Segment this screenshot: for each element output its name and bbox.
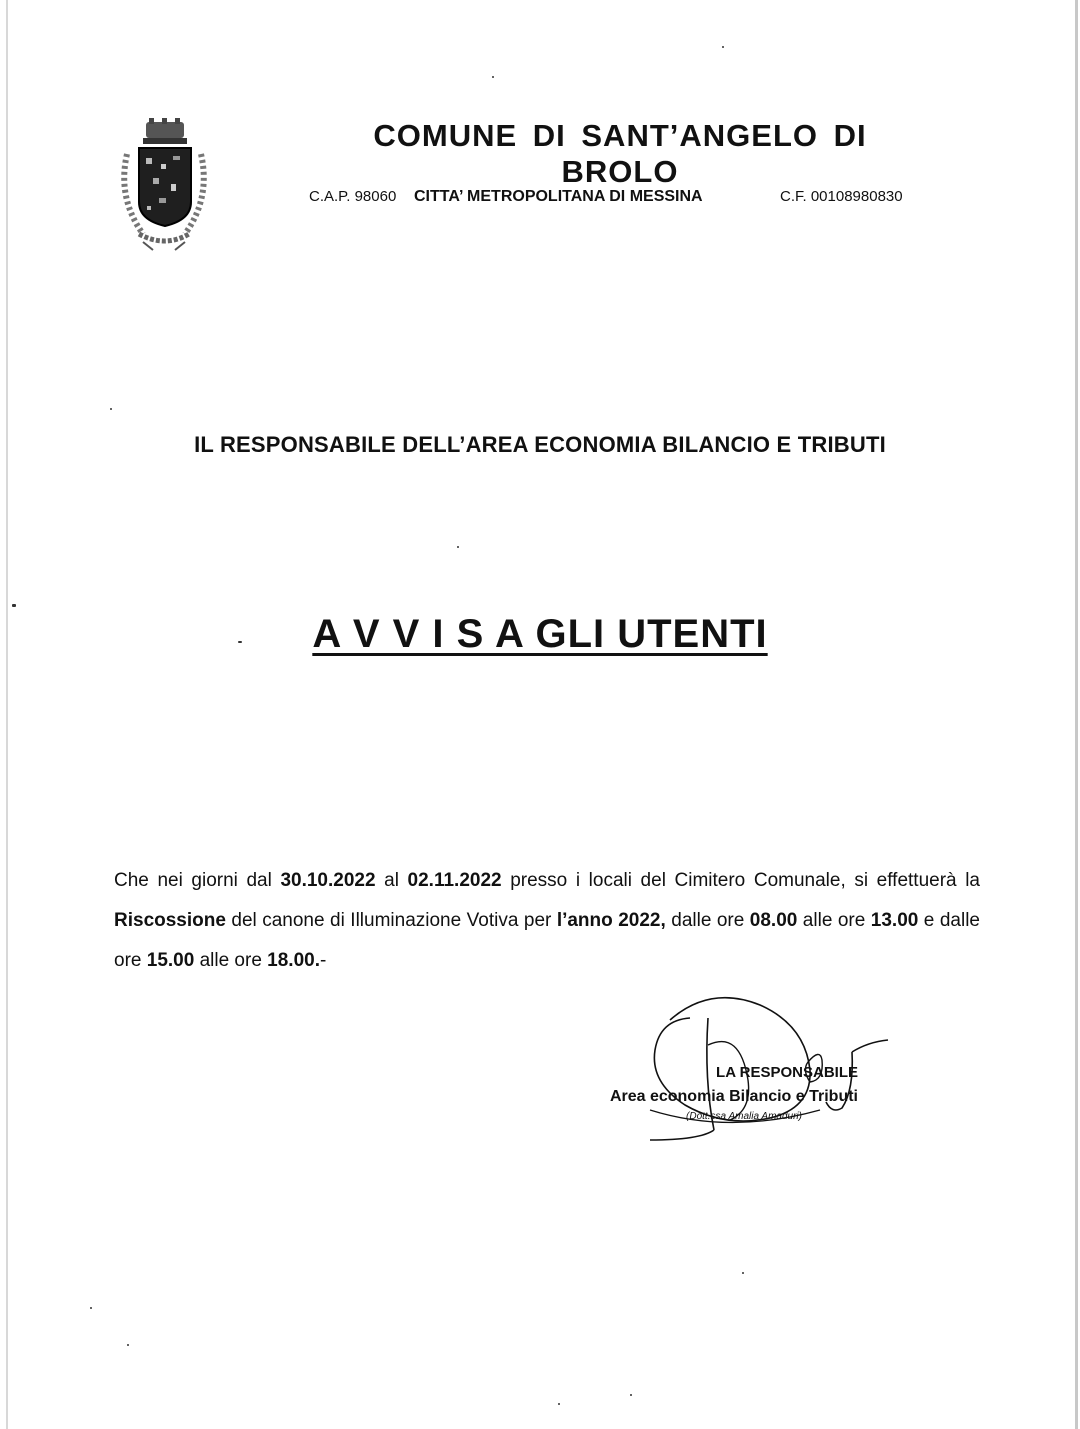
year-text: l’anno 2022, [556,910,666,931]
scan-speck [457,546,459,548]
fiscal-code-text: C.F. 00108980830 [780,188,903,205]
riscossione-text: Riscossione [114,910,226,931]
avvisa-heading-wrap [0,612,1080,657]
notice-text: e dalle ore [114,910,980,971]
notice-text: alle ore [194,950,268,971]
notice-text: alle ore [797,910,871,931]
scan-speck [558,1403,560,1405]
notice-text: - [320,950,327,971]
hour-start-afternoon: 15.00 [146,950,195,971]
cap-text: C.A.P. 98060 [309,188,397,205]
scan-edge-left [6,0,8,1429]
signatory-role: LA RESPONSABILE [716,1064,858,1081]
scan-speck [492,76,494,78]
notice-text: del canone di Illuminazione Votiva per [225,910,557,931]
scan-speck [630,1394,632,1396]
handwritten-signature [630,990,900,1150]
notice-text: presso i locali del Cimitero Comunale, si effettuerà la [501,870,980,891]
scan-edge-right [1075,0,1078,1429]
scan-speck [110,408,112,410]
scan-speck [742,1272,744,1274]
signatory-name: (Dott.ssa Amalia Amaduri) [686,1111,802,1122]
scan-speck [90,1307,92,1309]
date-from: 30.10.2022 [280,870,376,891]
municipal-crest-icon [113,118,215,254]
scan-speck [127,1344,129,1346]
hour-start-morning: 08.00 [749,910,798,931]
scan-speck [12,604,16,607]
notice-text: Che nei giorni dal [114,870,281,891]
hour-end-afternoon: 18.00. [267,950,320,971]
notice-paragraph [114,861,980,981]
hour-end-morning: 13.00 [870,910,919,931]
notice-text: al [375,870,408,891]
scan-speck [722,46,724,48]
comune-title: COMUNE DI SANT’ANGELO DI BROLO [373,118,867,189]
avvisa-heading: A V V I S A GLI UTENTI [312,612,768,656]
signatory-area: Area economia Bilancio e Tributi [609,1088,858,1105]
responsabile-heading: IL RESPONSABILE DELL’AREA ECONOMIA BILANCIO E TRIBUTI [194,432,886,457]
province-text: CITTA’ METROPOLITANA DI MESSINA [414,188,703,205]
date-to: 02.11.2022 [407,870,502,891]
notice-text: dalle ore [665,910,750,931]
